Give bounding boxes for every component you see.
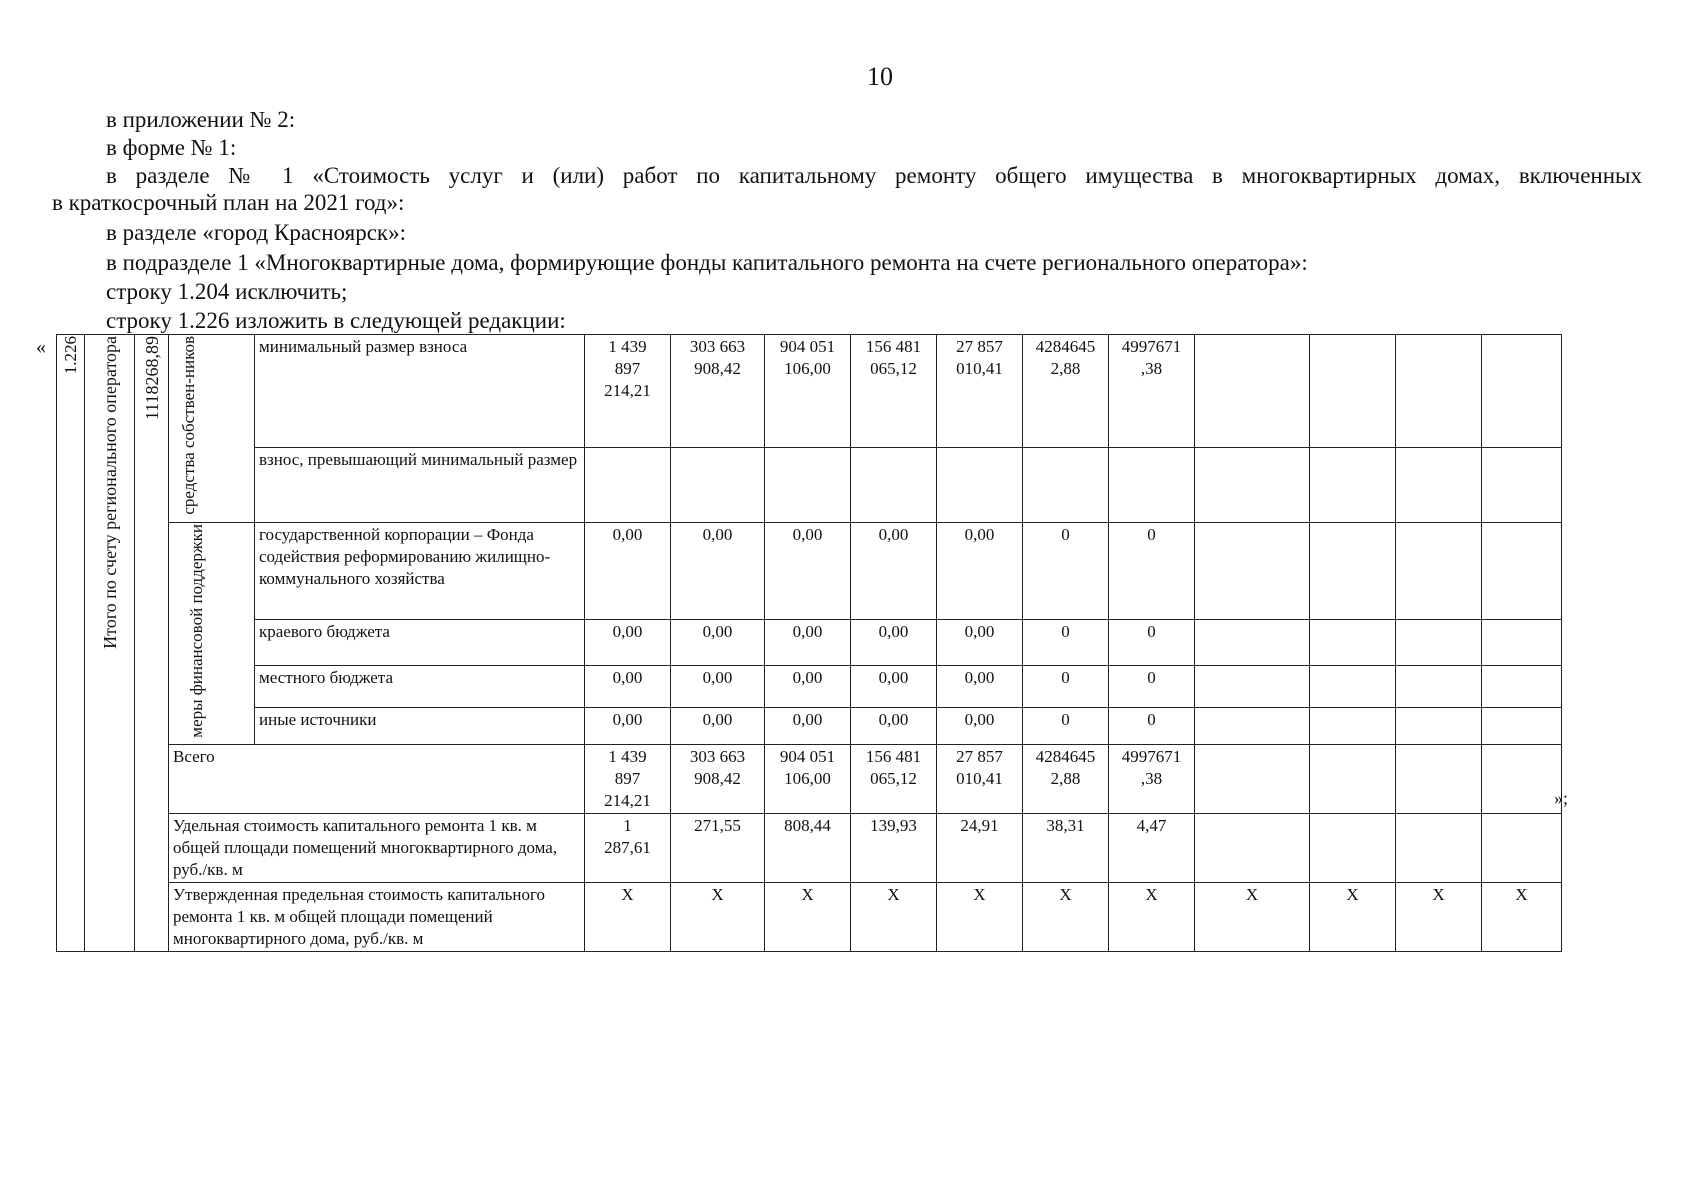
cost-table [56,334,1562,952]
row-label: местного бюджета [255,665,585,708]
table-row [57,745,1562,814]
table-cell: X [1145,885,1158,905]
table-cell: 1 439 897 214,21 [604,747,651,811]
table-cell: 0,00 [702,524,733,544]
table-cell: 0,00 [612,667,643,687]
table-cell: 0,00 [964,710,995,730]
row-label: краевого бюджета [255,620,585,665]
table-cell: X [711,885,724,905]
page-number: 10 [867,62,893,91]
paragraph-appendix: в приложении № 2: [106,107,296,132]
table-row [57,522,1562,620]
table-cell: 156 481 065,12 [865,337,922,378]
table-cell: 0 [1061,524,1070,544]
table-cell: X [1515,885,1528,905]
paragraph-section-line2: в краткосрочный план на 2021 год»: [52,190,405,215]
row-label: Удельная стоимость капитального ремонта 1 кв. м общей площади помещений многоквартирного дома, руб./кв. м [169,814,585,883]
table-cell: X [973,885,986,905]
table-cell: 27 857 010,41 [956,747,1003,789]
table-cell: 139,93 [870,816,917,836]
row-label: иные источники [255,708,585,745]
group-owners-label: средства собствен-ников [178,336,198,515]
paragraph-city: в разделе «город Красноярск»: [106,220,406,245]
table-cell: 0,00 [878,622,909,642]
group-support-cell [169,522,255,745]
table-cell: 0,00 [612,622,643,642]
table-cell: 0,00 [792,667,823,687]
closing-quote: »; [1554,788,1569,808]
table-cell: 0,00 [612,710,643,730]
table-cell: 0 [1061,622,1070,642]
table-cell: X [621,885,634,905]
table-cell: 0,00 [702,667,733,687]
table-cell: 0 [1147,667,1156,687]
row-label: государственной корпорации – Фонда содействия реформированию жилищно-коммунального хозяйства [255,522,585,620]
table-row [57,447,1562,522]
row-label: Всего [169,745,585,814]
group-owners-cell [169,335,255,523]
table-row [57,814,1562,883]
table-cell: X [887,885,900,905]
table-cell: 4997671 ,38 [1121,747,1182,789]
table-cell: 1 287,61 [604,816,651,858]
row-number-cell [57,335,85,952]
table-cell: 904 051 106,00 [779,337,836,378]
table-cell: 0 [1147,524,1156,544]
table-cell: 0,00 [792,622,823,642]
opening-quote: « [36,336,46,358]
table-cell: 0,00 [878,710,909,730]
table-cell: X [801,885,814,905]
table-row [57,708,1562,745]
table-cell: 24,91 [960,816,999,836]
row-label: взнос, превышающий минимальный размер [255,447,585,522]
table-row [57,620,1562,665]
row-label: Утвержденная предельная стоимость капитального ремонта 1 кв. м общей площади помещений многоквартирного дома, руб./кв. м [169,883,585,952]
paragraph-form: в форме № 1: [106,135,237,160]
table-cell: 303 663 908,42 [689,747,746,789]
table-cell: 0,00 [964,622,995,642]
table-cell: X [1245,885,1259,905]
table-cell: 1 439 897 214,21 [604,337,651,400]
row-title: Итого по счету регионального оператора [99,336,120,649]
table-cell: 271,55 [694,816,741,836]
table-row [57,335,1562,448]
table-cell: 0,00 [878,524,909,544]
table-cell: 0 [1061,667,1070,687]
table-cell: 303 663 908,42 [689,337,746,378]
total-area: 1118268,89 [141,336,162,421]
table-cell: 0,00 [878,667,909,687]
table-cell: 0,00 [964,524,995,544]
table-cell: 0,00 [964,667,995,687]
row-label: минимальный размер взноса [255,335,585,448]
table-cell: 0,00 [612,524,643,544]
paragraph-subsection: в подразделе 1 «Многоквартирные дома, формирующие фонды капитального ремонта на счете регионального оператора»: [106,250,1308,275]
table-cell: X [1059,885,1072,905]
table-cell: 4997671 ,38 [1121,337,1182,378]
table-cell: 4284645 2,88 [1035,337,1096,378]
table-cell: 0,00 [702,710,733,730]
table-cell: 156 481 065,12 [865,747,922,789]
table-cell: 0 [1147,710,1156,730]
table-cell: 0,00 [792,710,823,730]
row-number: 1.226 [61,336,80,375]
table-cell: 0,00 [792,524,823,544]
table-row [57,883,1562,952]
table-cell: 0 [1147,622,1156,642]
table-cell: 0,00 [702,622,733,642]
table-cell: 4,47 [1136,816,1167,836]
table-cell: X [1432,885,1445,905]
paragraph-exclude-row: строку 1.204 исключить; [106,279,348,304]
table-cell: 0 [1061,710,1070,730]
table-cell: 904 051 106,00 [779,747,836,789]
paragraph-edit-row: строку 1.226 изложить в следующей редакции: [106,308,566,333]
table-cell: 38,31 [1046,816,1085,836]
table-cell: 27 857 010,41 [956,337,1003,378]
group-support-label: меры финансовой поддержки [186,523,206,738]
table-cell: 808,44 [784,816,831,836]
row-title-cell [85,335,135,952]
paragraph-section-line1: в разделе № 1 «Стоимость услуг и (или) работ по капитальному ремонту общего имущества в многоквартирных домах, включенных [106,163,1642,188]
total-area-cell [135,335,169,952]
table-cell: 4284645 2,88 [1035,747,1096,789]
table-row [57,665,1562,708]
table-cell: X [1346,885,1359,905]
paragraph-section [52,162,1642,216]
